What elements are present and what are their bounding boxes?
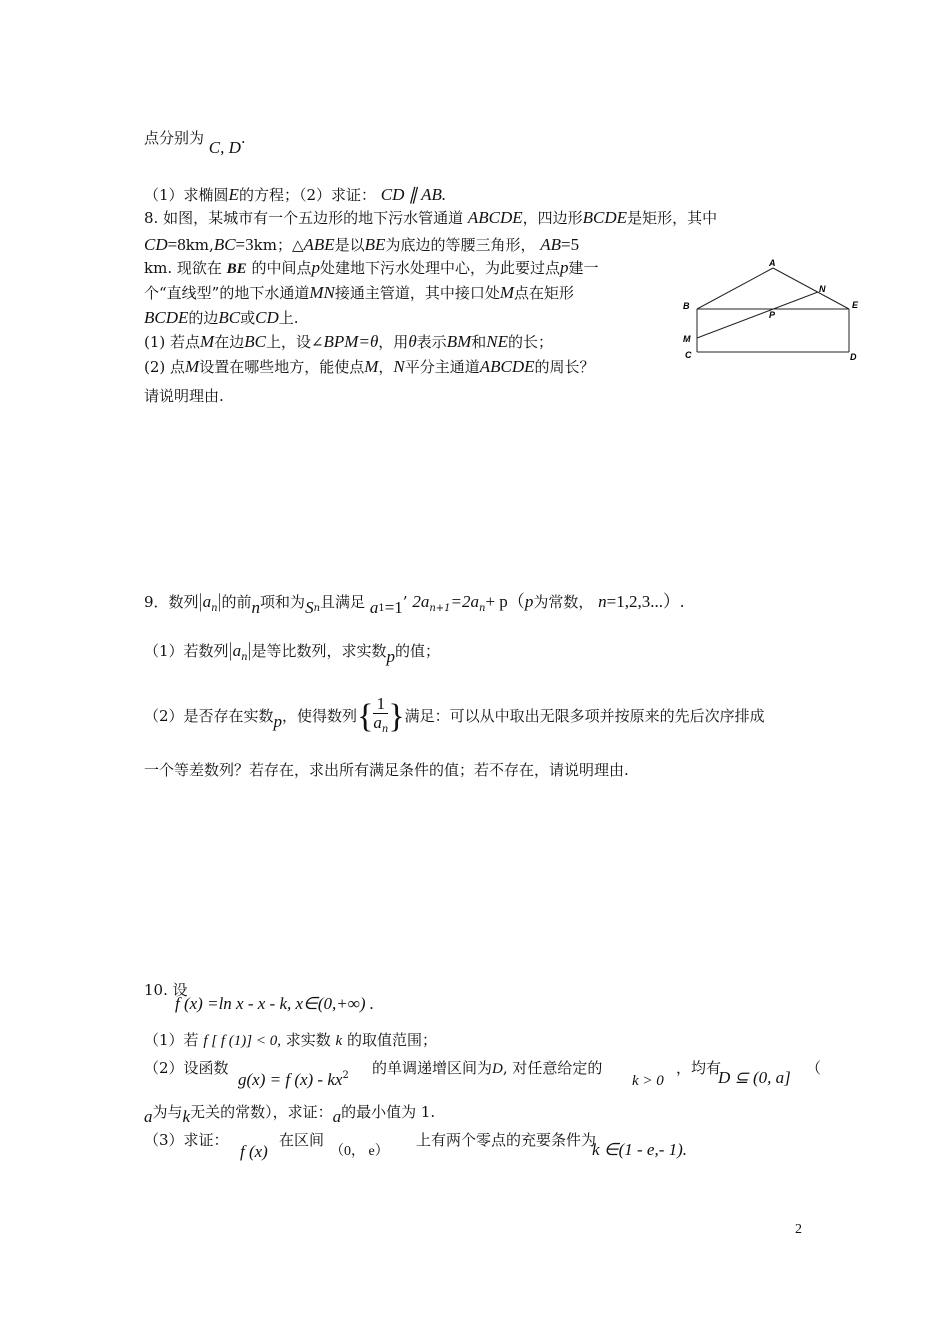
edge-AE xyxy=(773,268,849,309)
text: 上，设∠ xyxy=(265,333,324,351)
math: f (x) =ln x - x - k, x∈(0,+∞) . xyxy=(175,994,375,1013)
math: NE xyxy=(486,332,508,351)
p8-question-2 xyxy=(144,357,595,377)
math: k ∈(1 - e,- 1). xyxy=(592,1140,688,1159)
p10-question-2-cont xyxy=(144,1102,435,1127)
brace: | xyxy=(228,639,233,661)
brace: } xyxy=(388,698,405,735)
math: CD ∥ AB. xyxy=(380,185,447,204)
text: 是矩形，其中 xyxy=(627,209,718,227)
math: =3 xyxy=(235,235,254,254)
p10-question-3-int xyxy=(330,1140,389,1162)
text: 为与 xyxy=(152,1103,183,1121)
text: ，四边形 xyxy=(522,209,583,227)
p8-line-3 xyxy=(144,258,598,279)
p10-question-2-k xyxy=(632,1070,664,1091)
text: 上. xyxy=(278,309,299,327)
text: 的取值范围； xyxy=(346,1031,437,1049)
text: ， xyxy=(378,358,394,376)
p10-question-2-rest xyxy=(372,1058,602,1079)
math: f (x) xyxy=(240,1142,268,1161)
p9-question-1 xyxy=(144,640,440,668)
math: M xyxy=(364,357,379,376)
math: 2a xyxy=(412,592,430,611)
math: CD xyxy=(255,308,279,327)
p8-line-5 xyxy=(144,308,299,328)
math: BC xyxy=(213,235,236,254)
math: 2 xyxy=(342,1070,349,1081)
edge-AB xyxy=(697,268,773,309)
text: 点分别为 xyxy=(144,129,205,147)
text: 的方程；（2）求证： xyxy=(238,186,376,204)
p10-question-3 xyxy=(144,1130,229,1150)
math: n xyxy=(313,603,321,614)
math: M xyxy=(200,332,215,351)
math: AB xyxy=(540,235,562,254)
math: C, D xyxy=(208,138,241,157)
math: f [ f (1)] < 0, xyxy=(203,1033,281,1049)
text: ，使得数列 xyxy=(282,707,358,725)
math: MN xyxy=(309,283,335,302)
p7-question-line xyxy=(144,185,446,205)
pentagon-figure xyxy=(680,258,870,368)
label-B: B xyxy=(683,301,690,311)
brace: | xyxy=(247,639,252,661)
math: a xyxy=(369,598,379,617)
math: p xyxy=(311,258,320,277)
text: 设置在哪些地方，能使点 xyxy=(199,358,365,376)
label-M: M xyxy=(683,334,691,344)
math: D xyxy=(492,1061,503,1077)
math: =1 xyxy=(384,598,403,617)
text: km. 现欲在 xyxy=(144,259,222,277)
p10-question-3-math xyxy=(240,1142,268,1162)
math: BCDE xyxy=(144,308,189,327)
math: a xyxy=(373,713,382,732)
math: k xyxy=(182,1107,191,1126)
text: 的最小值为 1. xyxy=(341,1103,436,1121)
text: 请说明理由. xyxy=(144,387,224,405)
math: n+1 xyxy=(429,603,451,614)
p10-question-2-tail xyxy=(676,1058,721,1078)
text: 10. 设 xyxy=(144,981,188,999)
math: a xyxy=(202,592,212,611)
math: ABCDE xyxy=(467,208,523,227)
math: BPM xyxy=(323,332,359,351)
math: θ xyxy=(408,332,417,351)
text: 为常数， xyxy=(533,593,594,611)
math: ABE xyxy=(303,235,335,254)
text: 为底边的等腰三角形， xyxy=(385,236,536,254)
text: （3）求证： xyxy=(144,1131,229,1149)
p10-question-1 xyxy=(144,1030,437,1051)
text: (1) 若点 xyxy=(144,333,201,351)
label-E: E xyxy=(852,300,859,310)
text: 上有两个零点的充要条件为 xyxy=(416,1131,597,1149)
label-A: A xyxy=(769,258,776,268)
text: （1）若 xyxy=(144,1031,199,1049)
math: p xyxy=(524,592,534,611)
text: 点在矩形 xyxy=(514,284,575,302)
text: 的前 xyxy=(221,593,252,611)
p9-line-1 xyxy=(144,591,684,619)
math: E xyxy=(228,185,239,204)
math: N xyxy=(393,357,405,376)
math: （0， e） xyxy=(330,1144,389,1159)
math: ABCDE xyxy=(479,357,535,376)
brace: | xyxy=(198,590,203,612)
math: S xyxy=(305,598,314,617)
text: 求实数 xyxy=(285,1031,331,1049)
math: a xyxy=(232,641,242,660)
math: p xyxy=(273,712,283,731)
p8-question-1 xyxy=(144,332,553,352)
text: 平分主通道 xyxy=(404,358,480,376)
math: M xyxy=(499,283,515,302)
math: n xyxy=(381,724,389,735)
text: 的中间点 xyxy=(251,259,312,277)
math: BC xyxy=(244,332,266,351)
text: 在区间 xyxy=(279,1131,325,1149)
text: 是等比数列，求实数 xyxy=(251,642,387,660)
text: 接通主管道，其中接口处 xyxy=(334,284,500,302)
text: 或 xyxy=(240,309,256,327)
p10-line-1-math xyxy=(175,994,374,1014)
text: 在边 xyxy=(214,333,245,351)
text: 和 xyxy=(471,333,487,351)
text: 项和为 xyxy=(260,593,306,611)
text: （2）设函数 xyxy=(144,1059,229,1077)
math: g(x) = f (x) - kx xyxy=(238,1070,343,1089)
denominator xyxy=(373,714,388,739)
p8-line-2 xyxy=(144,235,579,255)
p8-line-1 xyxy=(144,208,717,228)
p10-question-2-incl xyxy=(718,1068,791,1088)
text: 的值； xyxy=(395,642,441,660)
p8-line-4 xyxy=(144,283,574,303)
math: BM xyxy=(446,332,472,351)
numerator: 1 xyxy=(373,695,388,714)
p10-question-2-paren xyxy=(806,1058,821,1078)
math: BC xyxy=(218,308,241,327)
math: + p（ xyxy=(485,592,525,611)
math: =1,2,3...）. xyxy=(606,592,685,611)
math: M xyxy=(185,357,200,376)
text: 的周长？ xyxy=(534,358,595,376)
text: . xyxy=(240,129,246,147)
brace: { xyxy=(357,698,374,735)
text: 的单调递增区间为 xyxy=(372,1059,493,1077)
math: n xyxy=(479,603,486,614)
math: k > 0 xyxy=(632,1073,664,1089)
text: km；△ xyxy=(253,236,304,254)
text: （ xyxy=(806,1059,822,1077)
math: BE xyxy=(364,235,386,254)
p10-question-2-math xyxy=(238,1066,349,1090)
text: km, xyxy=(185,236,214,254)
text: ’ xyxy=(402,593,408,611)
text: 一个等差数列？若存在，求出所有满足条件的值；若不存在，请说明理由. xyxy=(144,761,629,779)
text: ，用 xyxy=(378,333,409,351)
text: 是以 xyxy=(334,236,365,254)
fraction xyxy=(373,695,388,739)
text: 表示 xyxy=(416,333,447,351)
text: 建一 xyxy=(568,259,599,277)
math: =2a xyxy=(450,592,480,611)
math: =5 xyxy=(561,235,580,254)
math: CD xyxy=(144,235,168,254)
p10-question-3-rest xyxy=(416,1130,596,1150)
text: 且满足 xyxy=(320,593,366,611)
text: （2）是否存在实数 xyxy=(144,707,274,725)
brace: | xyxy=(217,590,222,612)
p8-question-2-cont xyxy=(144,386,224,406)
p10-question-3-k xyxy=(592,1140,687,1160)
label-C: C xyxy=(685,350,692,360)
text: , 对任意给定的 xyxy=(502,1059,603,1077)
text: (2) 点 xyxy=(144,358,186,376)
math: a xyxy=(144,1107,153,1126)
text: 处建地下污水处理中心，为此要过点 xyxy=(319,259,560,277)
p10-question-2 xyxy=(144,1058,229,1078)
text: （1）若数列 xyxy=(144,642,229,660)
math: BCDE xyxy=(582,208,628,227)
p10-question-3-mid xyxy=(279,1130,324,1150)
text: 无关的常数），求证： xyxy=(190,1103,333,1121)
math: 1 xyxy=(378,603,385,614)
math: n xyxy=(241,652,248,663)
text: 8. 如图，某城市有一个五边形的地下污水管通道 xyxy=(144,209,464,227)
math: =θ xyxy=(358,332,379,351)
math: n xyxy=(251,598,261,617)
p9-question-2-cont xyxy=(144,760,629,780)
math: =8 xyxy=(167,235,186,254)
math: D ⊆ (0, a] xyxy=(718,1068,791,1087)
text: 满足：可以从中取出无限多项并按原来的先后次序排成 xyxy=(404,707,765,725)
math: n xyxy=(211,603,218,614)
label-D: D xyxy=(850,352,857,362)
text: （1）求椭圆 xyxy=(144,186,229,204)
text: 个“直线型”的地下水通道 xyxy=(144,284,310,302)
math: n xyxy=(598,592,607,611)
label-N: N xyxy=(819,284,826,294)
math: p xyxy=(386,647,396,666)
math: BE xyxy=(226,261,247,277)
page-number: 2 xyxy=(795,1222,802,1237)
math: p xyxy=(559,258,569,277)
p9-question-2 xyxy=(144,694,765,744)
text: ，均有 xyxy=(676,1059,722,1077)
text: 9．数列 xyxy=(144,593,199,611)
p7-tail-line xyxy=(144,128,246,158)
math: k xyxy=(335,1033,343,1049)
label-P: P xyxy=(769,310,776,320)
math: a xyxy=(332,1107,342,1126)
text: 的边 xyxy=(188,309,219,327)
text: 的长； xyxy=(507,333,553,351)
